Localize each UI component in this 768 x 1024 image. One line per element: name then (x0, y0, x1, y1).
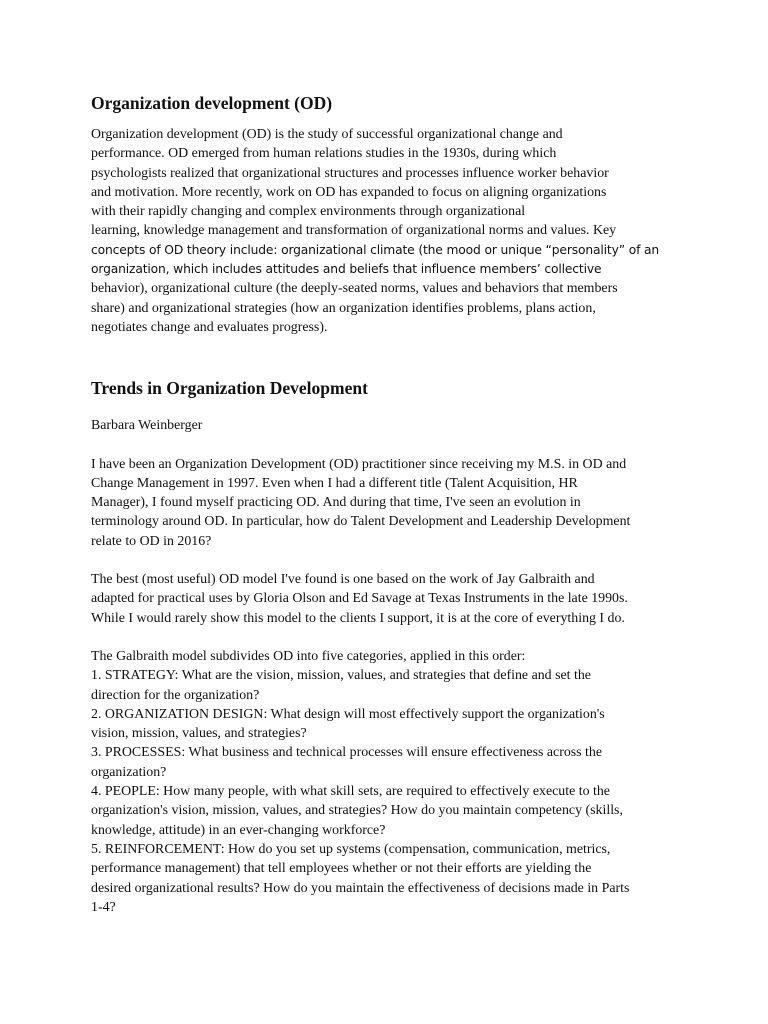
section-title-od: Organization development (OD) (91, 93, 333, 113)
list-item: direction for the organization? (91, 687, 260, 703)
list-item: knowledge, attitude) in an ever-changing workforce? (91, 822, 386, 838)
text-line: negotiates change and evaluates progress). (91, 319, 328, 335)
text-line: While I would rarely show this model to the clients I support, it is at the core of everything I do. (91, 610, 625, 626)
text-line: organization, which includes attitudes and beliefs that influence members’ collective (91, 262, 602, 277)
model-paragraph (91, 570, 691, 628)
text-line: The best (most useful) OD model I've found is one based on the work of Jay Galbraith and (91, 572, 595, 588)
list-item: vision, mission, values, and strategies? (91, 726, 307, 742)
list-item: organization's vision, mission, values, and strategies? How do you maintain competency (skills, (91, 803, 623, 819)
text-line: performance. OD emerged from human relations studies in the 1930s, during which (91, 146, 557, 162)
text-line: Manager), I found myself practicing OD. And during that time, I've seen an evolution in (91, 495, 581, 511)
list-item: 2. ORGANIZATION DESIGN: What design will most effectively support the organization's (91, 706, 605, 722)
list-item: 1-4? (91, 899, 116, 915)
text-line: adapted for practical uses by Gloria Olson and Ed Savage at Texas Instruments in the late 1990s. (91, 591, 628, 607)
author-name: Barbara Weinberger (91, 418, 203, 434)
text-line: concepts of OD theory include: organizational climate (the mood or unique “personality” of an (91, 242, 660, 257)
list-item: 5. REINFORCEMENT: How do you set up systems (compensation, communication, metrics, (91, 841, 611, 857)
text-line: Change Management in 1997. Even when I had a different title (Talent Acquisition, HR (91, 475, 578, 491)
practitioner-paragraph (91, 455, 691, 551)
document-page (91, 88, 691, 917)
text-line: and motivation. More recently, work on OD has expanded to focus on aligning organizations (91, 184, 607, 200)
list-item: 1. STRATEGY: What are the vision, mission, values, and strategies that define and set the (91, 668, 591, 684)
section-title-trends: Trends in Organization Development (91, 378, 368, 399)
text-line: relate to OD in 2016? (91, 533, 212, 549)
text-line: terminology around OD. In particular, how do Talent Development and Leadership Development (91, 514, 631, 530)
list-item: 4. PEOPLE: How many people, with what skill sets, are required to effectively execute to the (91, 784, 610, 800)
galbraith-model-list (91, 647, 691, 917)
list-item: performance management) that tell employees whether or not their efforts are yielding the (91, 861, 592, 877)
list-item: desired organizational results? How do you maintain the effectiveness of decisions made in Parts (91, 880, 630, 896)
list-item: 3. PROCESSES: What business and technical processes will ensure effectiveness across the (91, 745, 603, 761)
text-line: psychologists realized that organizational structures and processes influence worker behavior (91, 165, 609, 181)
text-line: learning, knowledge management and transformation of organizational norms and values. Key (91, 223, 617, 239)
od-definition-paragraph (91, 125, 691, 337)
text-line: with their rapidly changing and complex environments through organizational (91, 204, 526, 220)
text-line: share) and organizational strategies (how an organization identifies problems, plans action, (91, 300, 596, 316)
text-line: I have been an Organization Development (OD) practitioner since receiving my M.S. in OD and (91, 456, 627, 472)
text-line: Organization development (OD) is the study of successful organizational change and (91, 127, 563, 142)
text-line: behavior), organizational culture (the deeply-seated norms, values and behaviors that members (91, 281, 618, 297)
list-item: organization? (91, 764, 167, 780)
text-line: The Galbraith model subdivides OD into five categories, applied in this order: (91, 648, 526, 664)
